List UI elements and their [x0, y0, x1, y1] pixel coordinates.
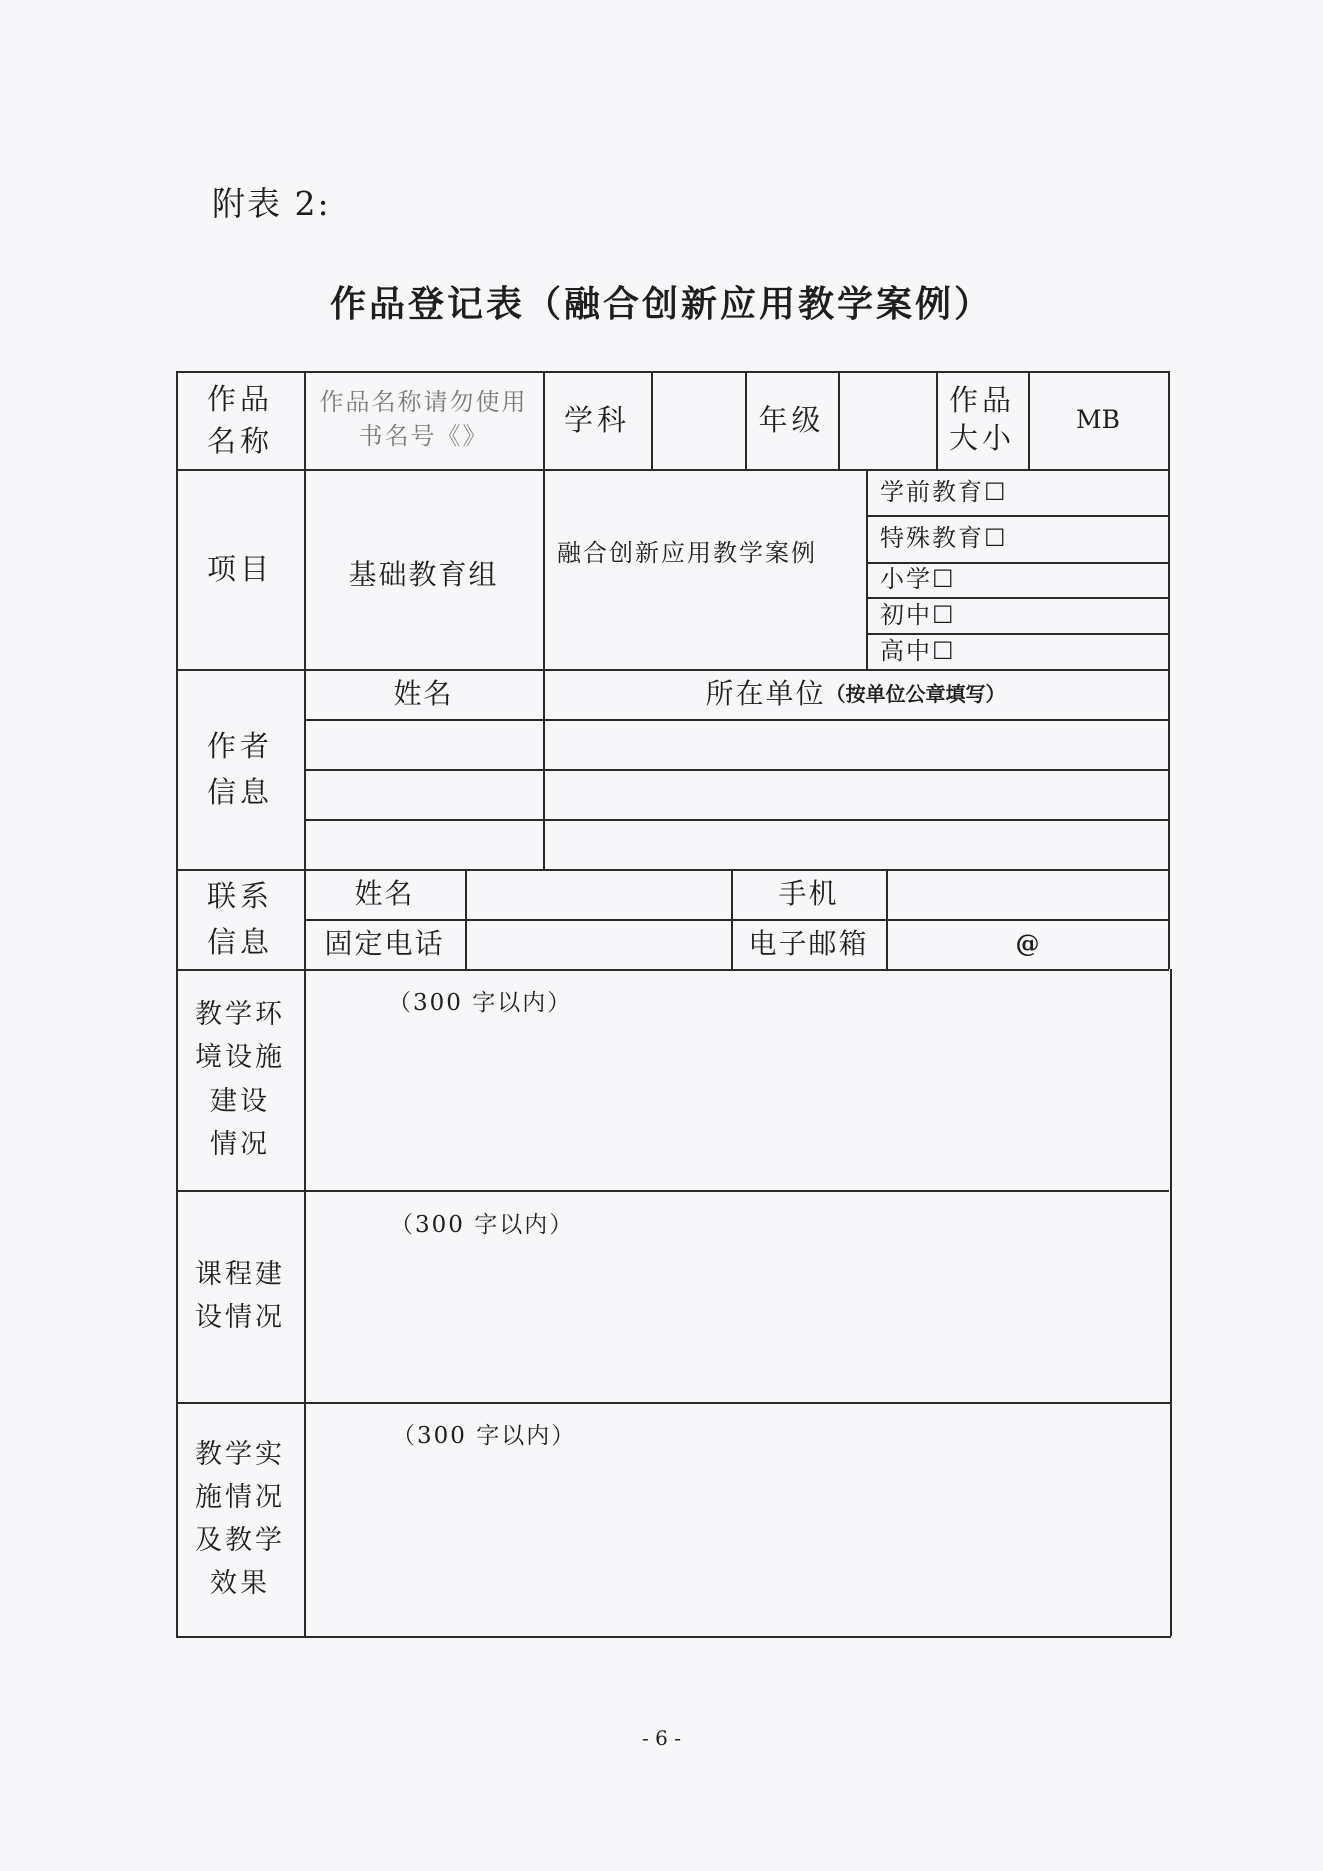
- author-unit-input-3[interactable]: [543, 819, 1168, 869]
- grade-label: 年级: [758, 402, 825, 437]
- form-title: 作品登记表（融合创新应用教学案例）: [329, 283, 993, 325]
- author-unit-header: [543, 669, 1168, 719]
- teaching-environment-hint: （300 字以内）: [388, 990, 573, 1016]
- annex-label: 附表 2:: [212, 184, 331, 223]
- contact-name-label: 姓名: [354, 876, 415, 910]
- email-input[interactable]: @: [1015, 928, 1040, 958]
- page-number: - 6 -: [642, 1726, 681, 1750]
- checkbox-special-education[interactable]: 特殊教育☐: [880, 524, 1008, 553]
- project-label: 项目: [206, 551, 273, 586]
- checkbox-primary[interactable]: 小学☐: [880, 565, 956, 594]
- teaching-environment-label: 教学环 境设施 建设 情况: [195, 999, 285, 1160]
- teaching-implementation-label: 教学实 施情况 及教学 效果: [195, 1438, 285, 1600]
- project-category: 融合创新应用教学案例: [557, 539, 817, 567]
- curriculum-label: 课程建 设情况: [195, 1258, 285, 1333]
- mobile-input[interactable]: [886, 869, 1169, 919]
- project-group: 基础教育组: [348, 558, 499, 591]
- subject-label: 学科: [563, 402, 630, 437]
- author-unit-input-2[interactable]: [543, 769, 1168, 819]
- landline-input[interactable]: [465, 919, 731, 969]
- author-name-input-2[interactable]: [304, 769, 543, 819]
- author-info-label: 作者 信息: [206, 728, 273, 809]
- grade-input[interactable]: [838, 371, 936, 469]
- work-size-label: 作品 大小: [948, 383, 1015, 455]
- landline-label: 固定电话: [324, 926, 445, 960]
- checkbox-senior-high[interactable]: 高中☐: [880, 636, 956, 665]
- work-size-input[interactable]: MB: [1076, 404, 1120, 434]
- mobile-label: 手机: [778, 876, 839, 910]
- work-name-input[interactable]: 作品名称请勿使用 书名号《》: [319, 388, 528, 450]
- work-name-label: 作品 名称: [206, 381, 273, 458]
- curriculum-hint: （300 字以内）: [390, 1212, 575, 1238]
- author-name-header: 姓名: [393, 676, 454, 710]
- teaching-implementation-hint: （300 字以内）: [392, 1423, 577, 1449]
- checkbox-junior-high[interactable]: 初中☐: [880, 600, 956, 629]
- checkbox-preschool[interactable]: 学前教育☐: [880, 477, 1008, 506]
- author-unit-input-1[interactable]: [543, 719, 1168, 769]
- subject-input[interactable]: [651, 371, 745, 469]
- author-unit-note: （按单位公章填写）: [825, 681, 1006, 706]
- contact-name-input[interactable]: [465, 869, 731, 919]
- author-name-input-3[interactable]: [304, 819, 543, 869]
- email-label: 电子邮箱: [748, 926, 869, 960]
- author-name-input-1[interactable]: [304, 719, 543, 769]
- contact-info-label: 联系 信息: [206, 878, 273, 959]
- author-unit-label: 所在单位: [705, 676, 826, 710]
